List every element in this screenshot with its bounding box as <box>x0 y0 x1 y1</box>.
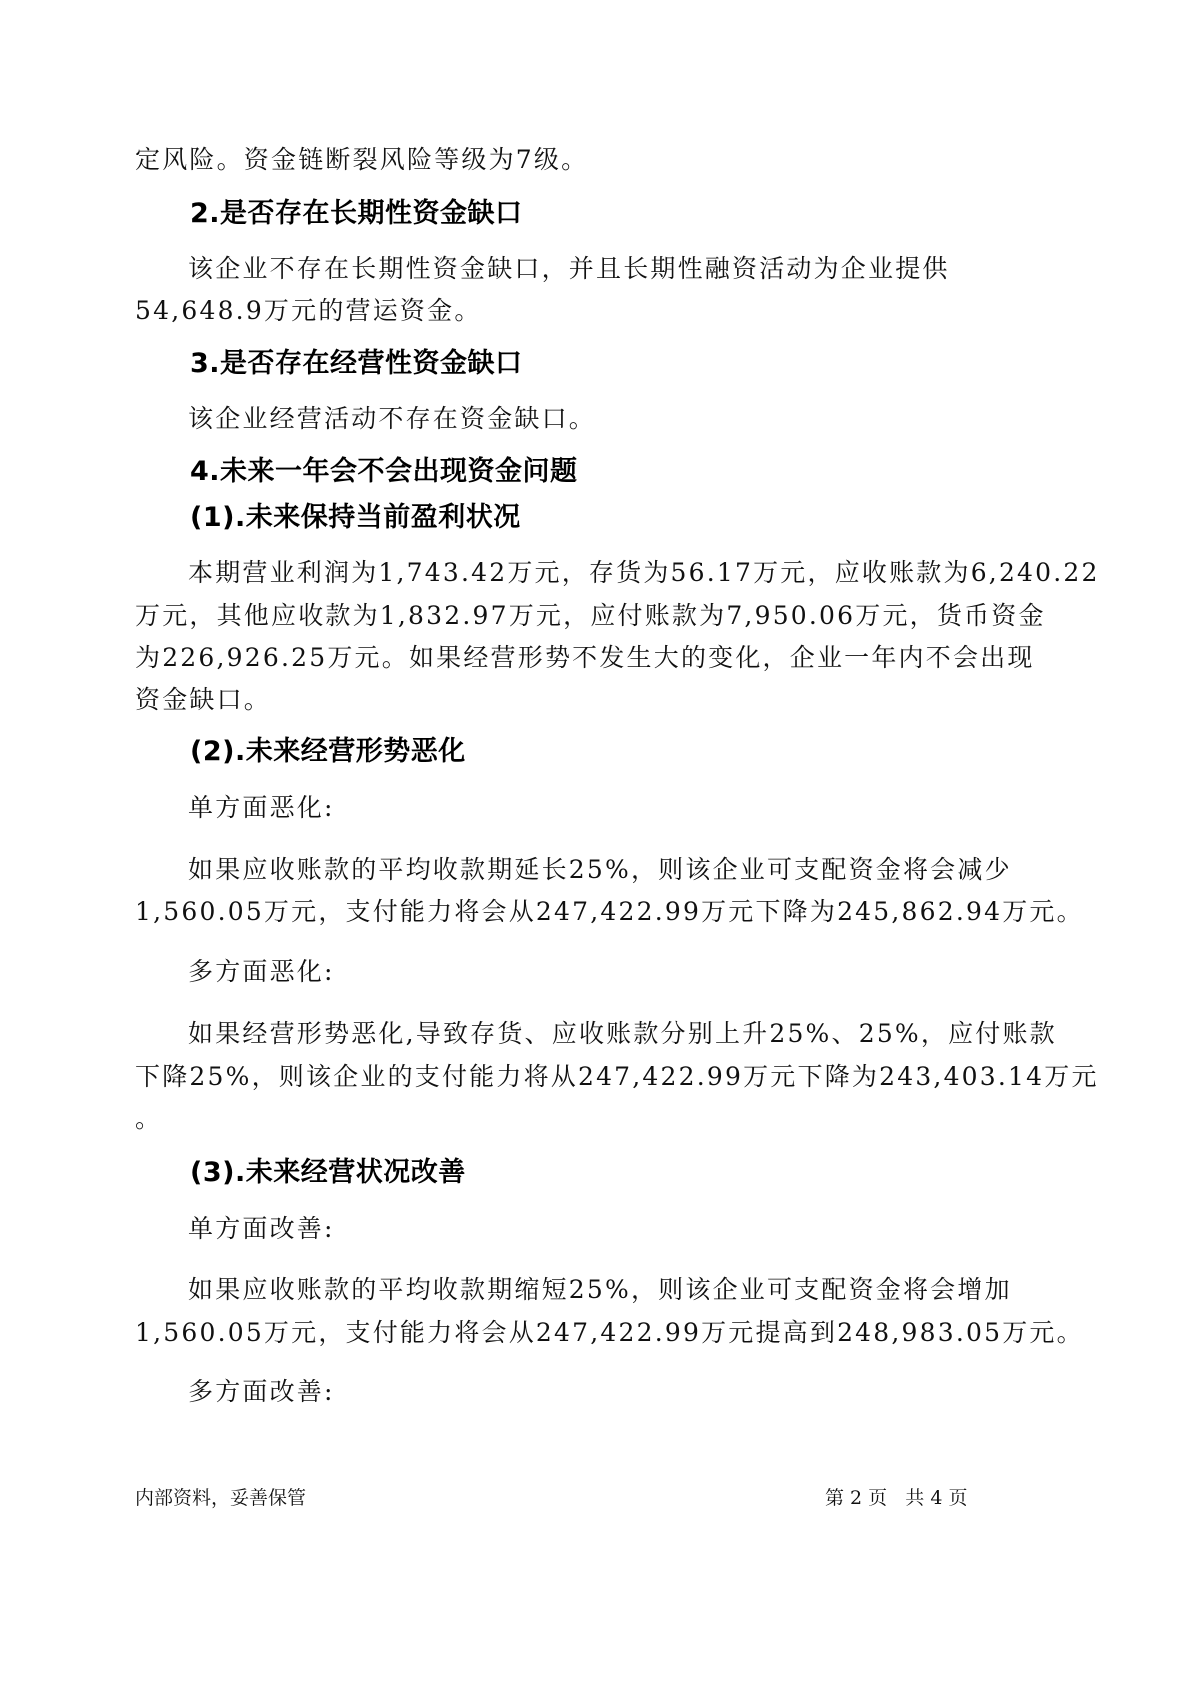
heading-worsening: (2).未来经营形势恶化 <box>190 736 466 767</box>
paragraph-single-improvement-line2: 1,560.05万元，支付能力将会从247,422.99万元提高到248,983.05万元。 <box>135 1318 1084 1347</box>
paragraph-long-term-line1: 该企业不存在长期性资金缺口，并且长期性融资活动为企业提供 <box>188 254 950 283</box>
label-single-improvement: 单方面改善: <box>188 1214 335 1243</box>
heading-keep-profit: (1).未来保持当前盈利状况 <box>190 502 521 533</box>
heading-long-term-gap: 2.是否存在长期性资金缺口 <box>190 198 523 229</box>
paragraph-profit-line2: 万元，其他应收款为1,832.97万元，应付账款为7,950.06万元，货币资金 <box>135 601 1046 630</box>
paragraph-profit-line1: 本期营业利润为1,743.42万元，存货为56.17万元，应收账款为6,240.22 <box>188 558 1100 587</box>
footer-confidential: 内部资料，妥善保管 <box>135 1487 307 1509</box>
heading-next-year: 4.未来一年会不会出现资金问题 <box>190 456 578 487</box>
label-multi-improvement: 多方面改善: <box>188 1377 335 1406</box>
footer-page-number: 第 2 页 共 4 页 <box>825 1487 968 1509</box>
paragraph-long-term-line2: 54,648.9万元的营运资金。 <box>135 296 482 325</box>
paragraph-single-improvement-line1: 如果应收账款的平均收款期缩短25%，则该企业可支配资金将会增加 <box>188 1275 1012 1304</box>
paragraph-single-worsening-line2: 1,560.05万元，支付能力将会从247,422.99万元下降为245,862.94万元。 <box>135 897 1084 926</box>
paragraph-intro-end: 定风险。资金链断裂风险等级为7级。 <box>135 145 589 174</box>
paragraph-multi-worsening-line3: 。 <box>135 1104 163 1133</box>
paragraph-profit-line4: 资金缺口。 <box>135 685 272 714</box>
paragraph-single-worsening-line1: 如果应收账款的平均收款期延长25%，则该企业可支配资金将会减少 <box>188 855 1012 884</box>
heading-improvement: (3).未来经营状况改善 <box>190 1157 466 1188</box>
label-multi-worsening: 多方面恶化: <box>188 957 335 986</box>
paragraph-multi-worsening-line1: 如果经营形势恶化,导致存货、应收账款分别上升25%、25%，应付账款 <box>188 1019 1057 1048</box>
label-single-worsening: 单方面恶化: <box>188 793 335 822</box>
paragraph-multi-worsening-line2: 下降25%，则该企业的支付能力将从247,422.99万元下降为243,403.14万元 <box>135 1062 1099 1091</box>
heading-operating-gap: 3.是否存在经营性资金缺口 <box>190 348 523 379</box>
paragraph-operating: 该企业经营活动不存在资金缺口。 <box>188 404 597 433</box>
paragraph-profit-line3: 为226,926.25万元。如果经营形势不发生大的变化，企业一年内不会出现 <box>135 643 1035 672</box>
